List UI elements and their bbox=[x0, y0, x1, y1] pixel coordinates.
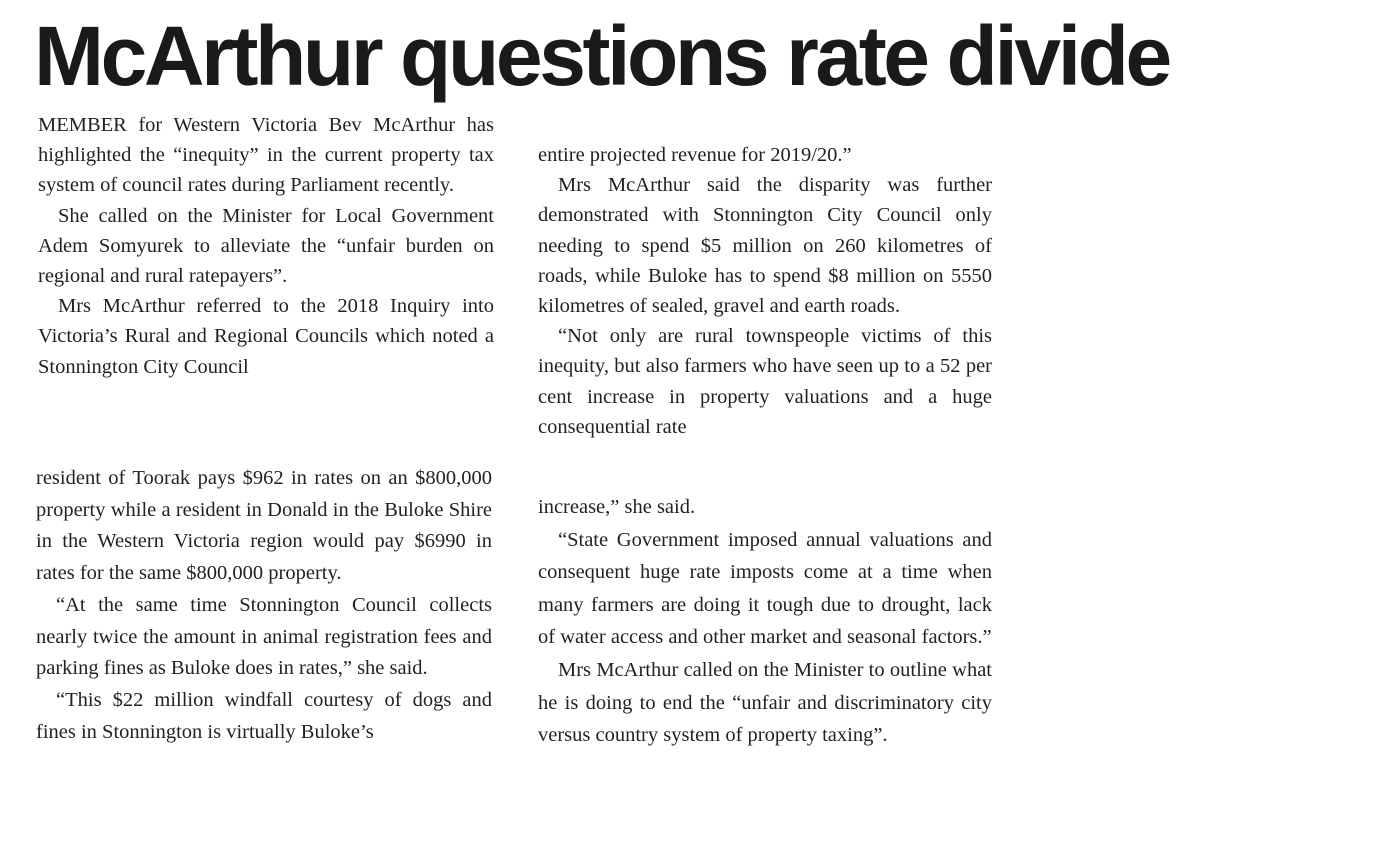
paragraph: She called on the Minister for Local Government Adem Somyurek to alleviate the “unfair burden on regional and rural ratepayers”. bbox=[38, 204, 494, 288]
paragraph: Mrs McArthur called on the Minister to outline what he is doing to end the “unfair and discriminatory city versus country system of property taxing”. bbox=[538, 658, 992, 747]
paragraph: “This $22 million windfall courtesy of dogs and fines in Stonnington is virtually Buloke’s bbox=[36, 688, 492, 743]
paragraph: Mrs McArthur said the disparity was further demonstrated with Stonnington City Council only needing to spend $5 million on 260 kilometres of roads, while Buloke has to spend $8 million on 5550 kilometres of sealed, gravel and earth roads. bbox=[538, 174, 992, 318]
paragraph: entire projected revenue for 2019/20.” bbox=[538, 144, 852, 166]
column-2-top bbox=[538, 140, 992, 442]
column-1-top bbox=[38, 110, 494, 382]
column-2-bottom bbox=[538, 491, 992, 752]
column-1-bottom bbox=[36, 463, 492, 748]
paragraph: “State Government imposed annual valuations and consequent huge rate imposts come at a time when many farmers are doing it tough due to drought, lack of water access and other market and seasonal factors.” bbox=[538, 528, 992, 649]
paragraph: resident of Toorak pays $962 in rates on an $800,000 property while a resident in Donald in the Buloke Shire in the Western Victoria region would pay $6990 in rates for the same $800,000 property. bbox=[36, 467, 492, 585]
paragraph: MEMBER for Western Victoria Bev McArthur has highlighted the “inequity” in the current property tax system of council rates during Parliament recently. bbox=[38, 114, 494, 197]
paragraph: “At the same time Stonnington Council collects nearly twice the amount in animal registration fees and parking fines as Buloke does in rates,” she said. bbox=[36, 593, 492, 680]
paragraph: increase,” she said. bbox=[538, 496, 696, 518]
paragraph: “Not only are rural townspeople victims of this inequity, but also farmers who have seen up to a 52 per cent increase in property valuations and a huge consequential rate bbox=[538, 325, 992, 438]
article-headline: McArthur questions rate divide bbox=[34, 9, 1169, 103]
paragraph: Mrs McArthur referred to the 2018 Inquiry into Victoria’s Rural and Regional Councils which noted a Stonnington City Council bbox=[38, 295, 494, 378]
